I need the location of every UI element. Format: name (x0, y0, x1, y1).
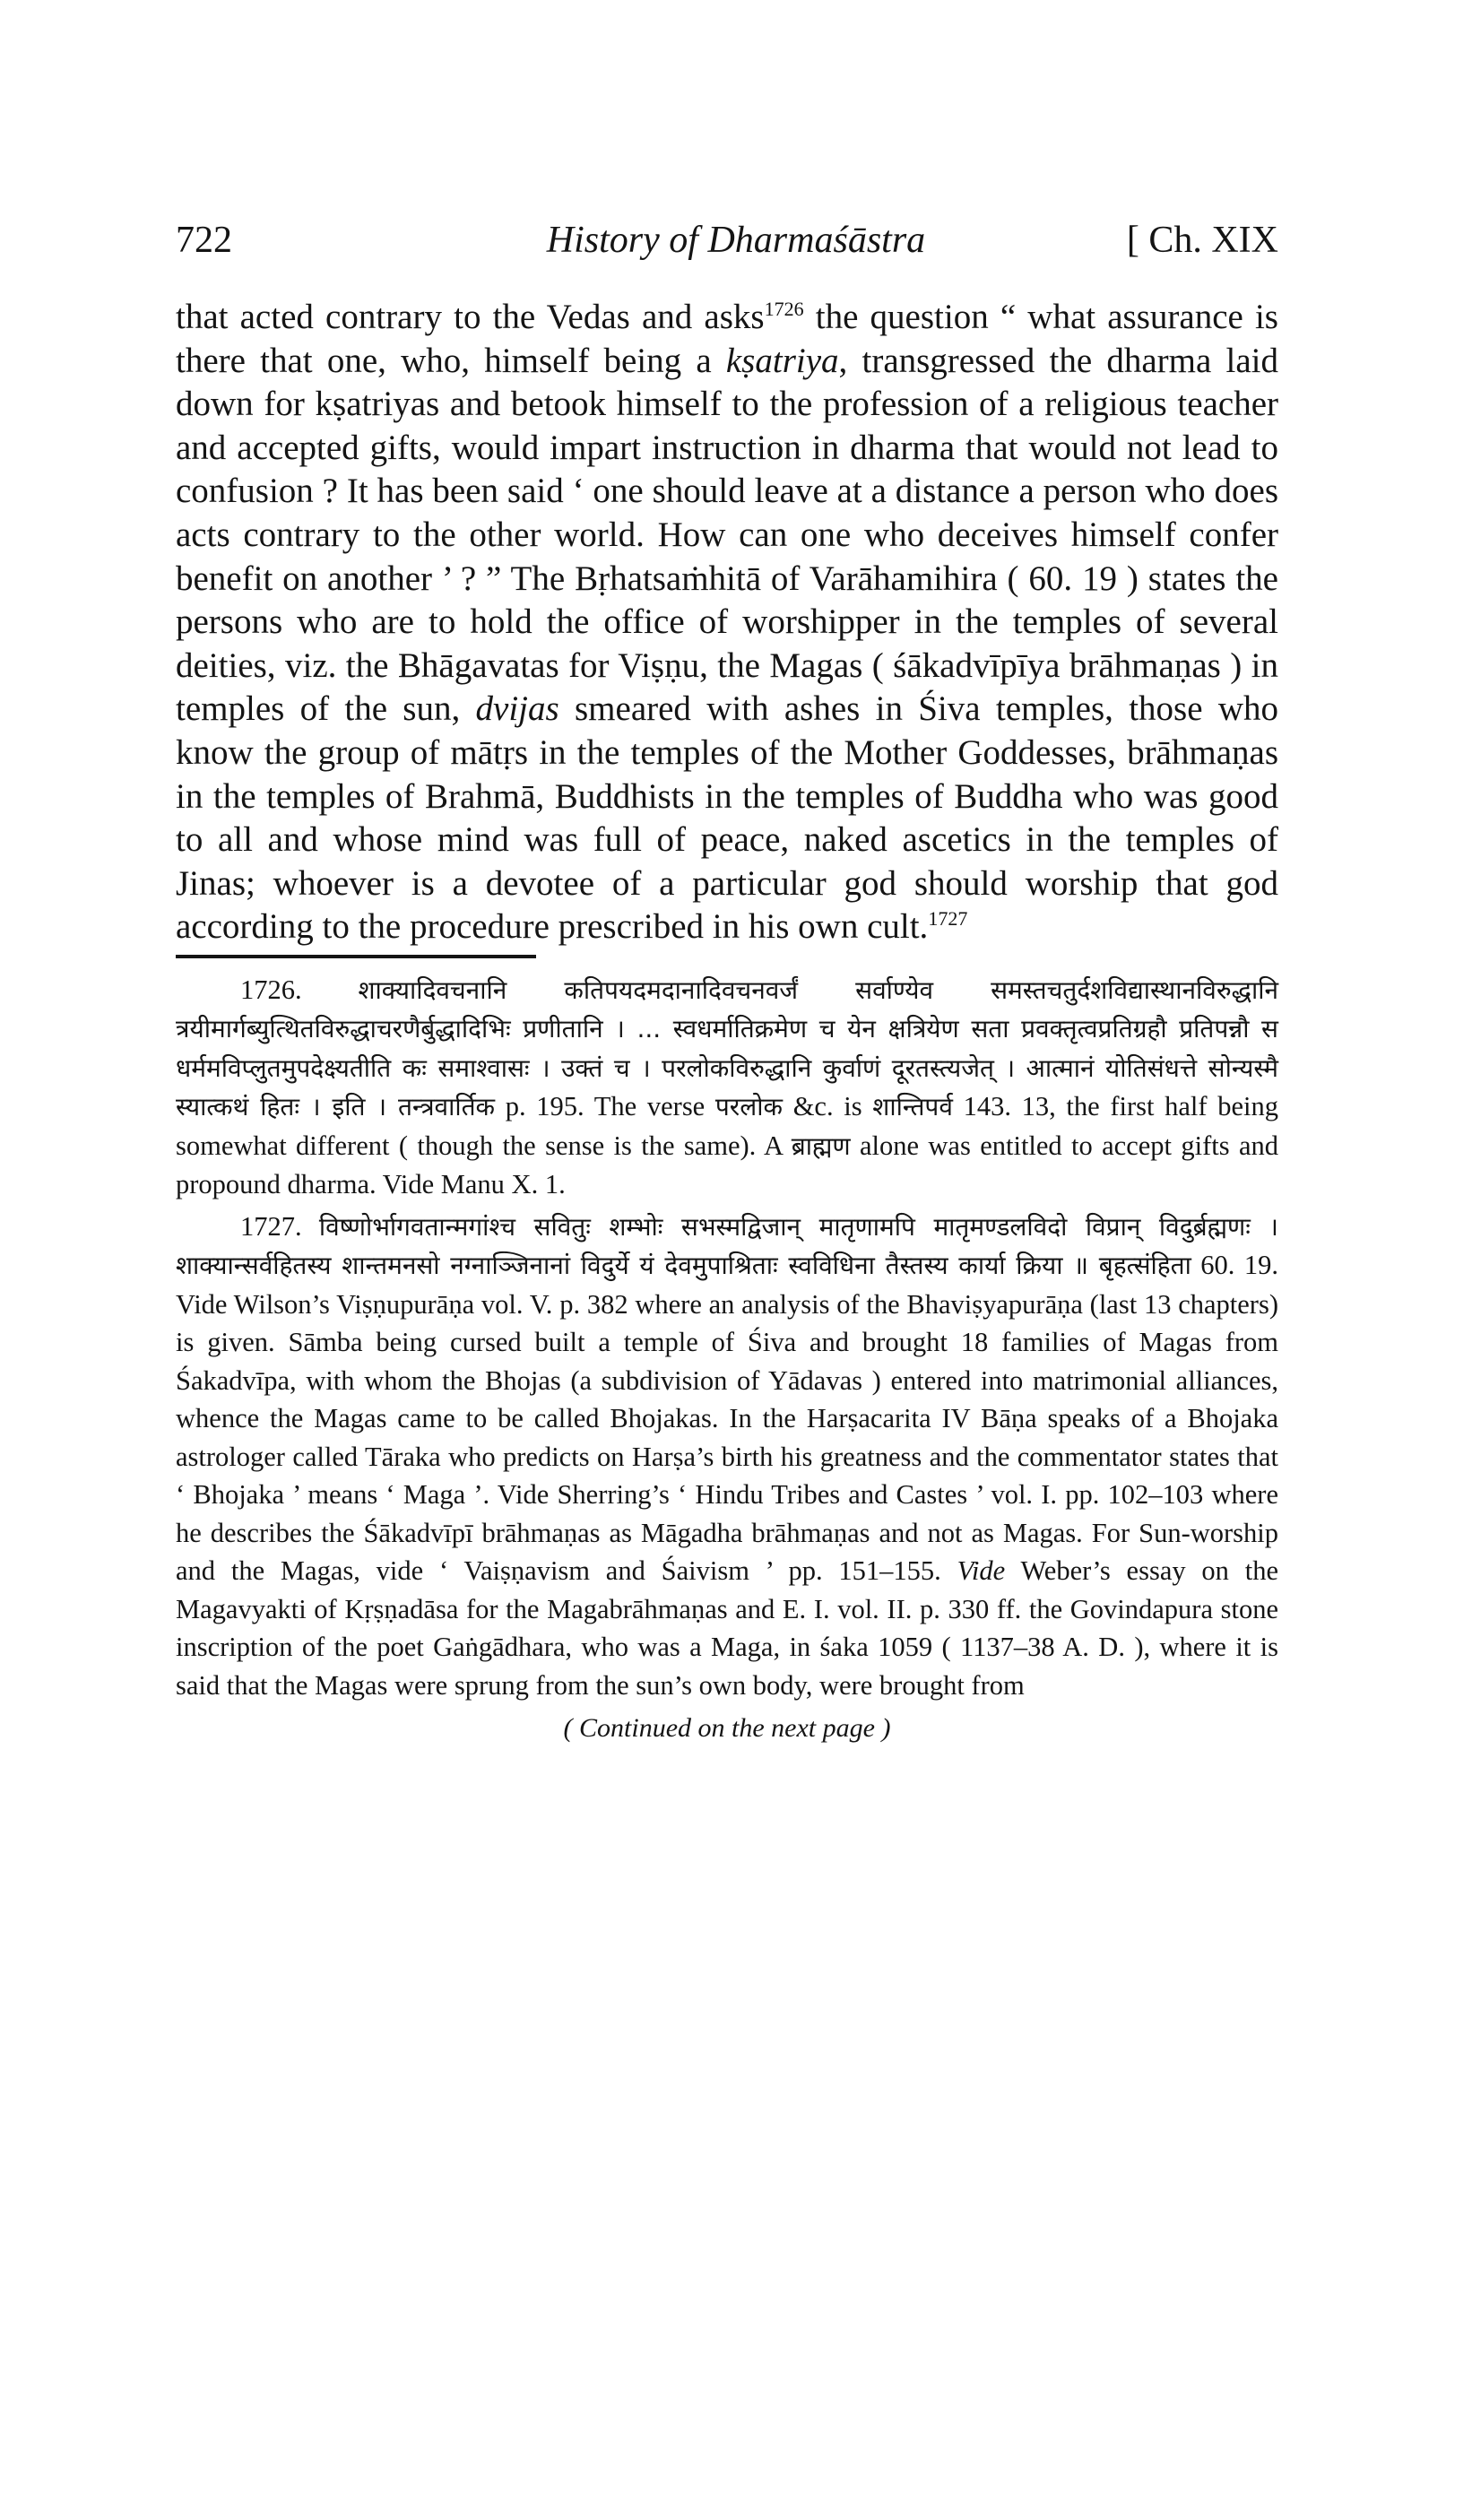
running-title: History of Dharmaśāstra (546, 220, 926, 261)
footnote-text: Weber’s essay on the Magavyakti of Kṛṣṇadāsa for the Magabrāhmaṇas and E. I. vol. II. p. 330 ff. the Govindapura stone inscription of the poet Gaṅgādhara, who was a Maga, in śaka 1059 ( 1137–38 A. D. ), where it is said that the Magas were sprung from the sun’s own body, were brought from (176, 1555, 1278, 1701)
italic-term: Vide (957, 1555, 1006, 1587)
footnote-1727 (176, 1208, 1278, 1705)
body-paragraph (176, 296, 1278, 949)
footnote-text: p. 195. The verse (495, 1091, 715, 1122)
page-number: 722 (176, 220, 232, 261)
italic-term: dvijas (475, 689, 559, 729)
sanskrit-word: ब्राह्मण (791, 1130, 851, 1161)
sanskrit-quotation: विष्णोर्भागवतान्मगांश्च सवितुः शम्भोः सभस्मद्विजान् मातृणामपि मातृमण्डलविदो विप्रान् विदुर्ब्रह्मणः । शाक्यान्सर्वहितस्य शान्तमनसो नग्नाञ्जिनानां विदुर्ये यं देवमुपाश्रिताः स्वविधिना तैस्तस्य कार्या क्रिया ॥ बृहत्संहिता (176, 1211, 1279, 1281)
sanskrit-word: शान्तिपर्व (872, 1092, 953, 1122)
sanskrit-word: परलोक (714, 1092, 784, 1122)
footnote-text: 143. 13, the first half being somewhat different ( though the sense is the same). A (176, 1091, 1279, 1161)
italic-term: kṣatriya (725, 341, 839, 380)
book-page (176, 213, 1278, 1748)
running-head (176, 213, 1278, 267)
body-text: smeared with ashes in Śiva temples, those who know the group of mātṛs in the temples of the Mother Goddesses, brāhmaṇas in the temples of Brahmā, Buddhists in the temples of Buddha who was good to all and whose mind was full of peace, naked ascetics in the temples of Jinas; whoever is a devotee of a particular god should worship that god according to the procedure prescribed in his own cult. (176, 689, 1278, 947)
body-text: , transgressed the dharma laid down for kṣatriyas and betook himself to the profession of a religious teacher and accepted gifts, would impart instruction in dharma that would not lead to confusion ? It has been said ‘ one should leave at a distance a person who does acts contrary to the other world. How can one who deceives himself confer benefit on another ’ ? ” The Bṛhatsaṁhitā of Varāhamihira ( 60. 19 ) states the persons who are to hold the office of worshipper in the temples of several deities, viz. the Bhāgavatas for Viṣṇu, the Magas ( śākadvīpīya brāhmaṇas ) in temples of the sun, (176, 341, 1278, 729)
footnotes (176, 971, 1278, 1748)
footnote-ref-1726[interactable]: 1726 (764, 298, 804, 320)
footnote-ref-1727[interactable]: 1727 (928, 907, 968, 931)
main-text (176, 296, 1278, 949)
body-text: the question “ what assurance is there that one, who, himself being a (176, 298, 1278, 380)
continued-note: ( Continued on the next page ) (563, 1713, 891, 1744)
footnote-1726 (176, 971, 1278, 1204)
footnote-number: 1727. (240, 1210, 302, 1242)
footnote-text: alone was entitled to accept gifts and propound dharma. Vide Manu X. 1. (176, 1130, 1279, 1200)
footnote-number: 1726. (240, 974, 302, 1005)
footnote-text: 60. 19. Vide Wilson’s Viṣṇupurāṇa vol. V. p. 382 where an analysis of the Bhaviṣyapurāṇa (last 13 chapters) is given. Sāmba being cursed built a temple of Śiva and brought 18 families of Magas from Śakadvīpa, with whom the Bhojas (a subdivision of Yādavas ) entered into matrimonial alliances, whence the Magas came to be called Bhojakas. In the Harṣacarita IV Bāṇa speaks of a Bhojaka astrologer called Tāraka who predicts on Harṣa’s birth his greatness and the commentator states that ‘ Bhojaka ’ means ‘ Maga ’. Vide Sherring’s ‘ Hindu Tribes and Castes ’ vol. I. pp. 102–103 where he describes the Śākadvīpī brāhmaṇas as Māgadha brāhmaṇas and not as Magas. For Sun-worship and the Magas, vide ‘ Vaiṣṇavism and Śaivism ’ pp. 151–155. (176, 1250, 1278, 1587)
footnote-text: &c. is (783, 1091, 873, 1122)
body-text: that acted contrary to the Vedas and asks (176, 298, 765, 336)
footnote-divider (176, 955, 536, 958)
chapter-reference: [ Ch. XIX (1126, 220, 1278, 261)
sanskrit-quotation: शाक्यादिवचनानि कतिपयदमदानादिवचनवर्जं सर्वाण्येव समस्तचतुर्दशविद्यास्थानविरुद्धानि त्रयीमार्गब्युत्थितविरुद्धाचरणैर्बुद्धादिभिः प्रणीतानि । ... स्वधर्मातिक्रमेण च येन क्षत्रियेण सता प्रवक्तृत्वप्रतिग्रहौ प्रतिपन्नौ स धर्ममविप्लुतमुपदेक्ष्यतीति कः समाश्वासः । उक्तं च । परलोकविरुद्धानि कुर्वाणं दूरतस्त्यजेत् । आत्मानं योतिसंधत्ते सोन्यस्मै स्यात्कथं हितः । इति । तन्त्रवार्तिक (176, 974, 1278, 1122)
